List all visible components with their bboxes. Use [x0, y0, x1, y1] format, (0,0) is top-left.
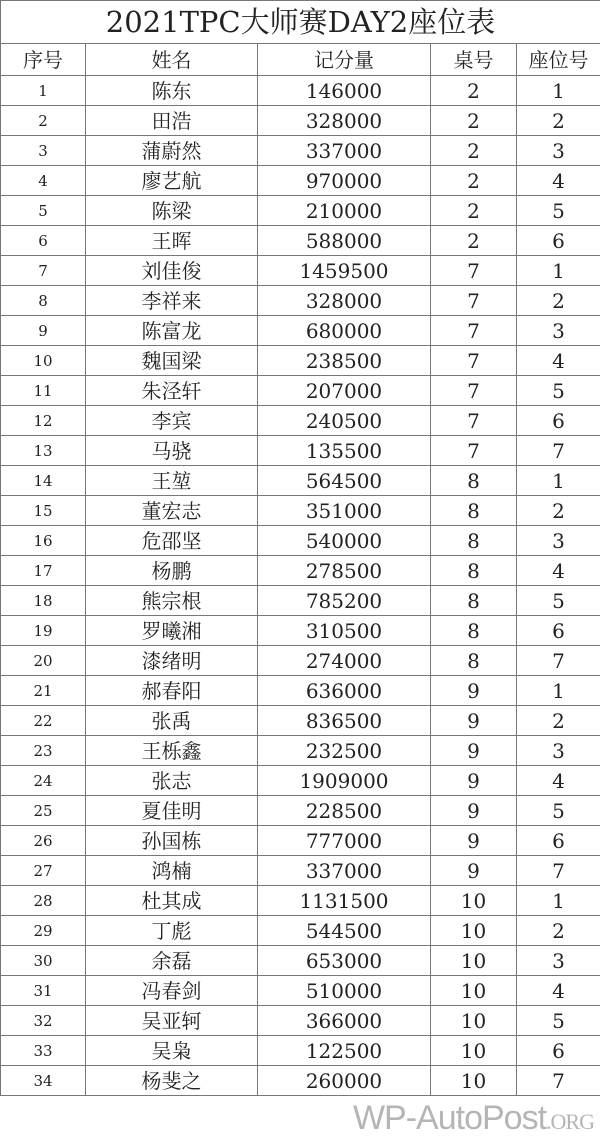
cell-index: 2: [1, 106, 86, 136]
cell-index: 14: [1, 466, 86, 496]
cell-chips: 328000: [258, 286, 431, 316]
cell-name: 王晖: [86, 226, 258, 256]
watermark-suffix: .ORG: [546, 1109, 594, 1134]
table-row: [1, 796, 600, 826]
cell-index: 28: [1, 886, 86, 916]
cell-index: 17: [1, 556, 86, 586]
cell-seat-no: 6: [517, 226, 600, 256]
table-row: [1, 916, 600, 946]
cell-seat-no: 2: [517, 106, 600, 136]
cell-chips: 238500: [258, 346, 431, 376]
cell-chips: 564500: [258, 466, 431, 496]
cell-table-no: 9: [431, 676, 517, 706]
header-index: 序号: [1, 44, 86, 76]
cell-index: 19: [1, 616, 86, 646]
cell-chips: 337000: [258, 856, 431, 886]
table-row: [1, 316, 600, 346]
cell-seat-no: 1: [517, 76, 600, 106]
cell-index: 3: [1, 136, 86, 166]
cell-table-no: 10: [431, 916, 517, 946]
cell-seat-no: 2: [517, 706, 600, 736]
cell-seat-no: 4: [517, 976, 600, 1006]
cell-index: 33: [1, 1036, 86, 1066]
cell-index: 31: [1, 976, 86, 1006]
cell-chips: 777000: [258, 826, 431, 856]
cell-table-no: 10: [431, 1036, 517, 1066]
cell-index: 7: [1, 256, 86, 286]
cell-seat-no: 7: [517, 856, 600, 886]
cell-chips: 1459500: [258, 256, 431, 286]
cell-chips: 680000: [258, 316, 431, 346]
table-row: [1, 556, 600, 586]
cell-seat-no: 5: [517, 376, 600, 406]
header-chips: 记分量: [258, 44, 431, 76]
cell-seat-no: 4: [517, 346, 600, 376]
cell-seat-no: 2: [517, 496, 600, 526]
cell-table-no: 7: [431, 436, 517, 466]
cell-name: 孙国栋: [86, 826, 258, 856]
table-row: [1, 436, 600, 466]
title-row: [1, 1, 600, 44]
cell-table-no: 10: [431, 1006, 517, 1036]
cell-name: 杨斐之: [86, 1066, 258, 1096]
cell-table-no: 7: [431, 256, 517, 286]
cell-seat-no: 3: [517, 526, 600, 556]
cell-chips: 1131500: [258, 886, 431, 916]
table-row: [1, 226, 600, 256]
cell-seat-no: 6: [517, 406, 600, 436]
cell-name: 鸿楠: [86, 856, 258, 886]
watermark: [353, 1099, 594, 1141]
header-table-no: 桌号: [431, 44, 517, 76]
cell-table-no: 2: [431, 76, 517, 106]
cell-seat-no: 1: [517, 886, 600, 916]
cell-index: 10: [1, 346, 86, 376]
cell-seat-no: 4: [517, 166, 600, 196]
cell-table-no: 10: [431, 886, 517, 916]
cell-index: 9: [1, 316, 86, 346]
cell-seat-no: 1: [517, 466, 600, 496]
table-row: [1, 1066, 600, 1096]
table-row: [1, 256, 600, 286]
cell-name: 蒲蔚然: [86, 136, 258, 166]
cell-name: 杜其成: [86, 886, 258, 916]
cell-table-no: 10: [431, 1066, 517, 1096]
table-row: [1, 376, 600, 406]
cell-table-no: 9: [431, 736, 517, 766]
cell-name: 吴枭: [86, 1036, 258, 1066]
cell-table-no: 8: [431, 586, 517, 616]
table-row: [1, 1036, 600, 1066]
cell-name: 王堃: [86, 466, 258, 496]
cell-chips: 135500: [258, 436, 431, 466]
cell-name: 余磊: [86, 946, 258, 976]
cell-seat-no: 3: [517, 316, 600, 346]
cell-table-no: 2: [431, 106, 517, 136]
cell-seat-no: 4: [517, 766, 600, 796]
cell-name: 陈梁: [86, 196, 258, 226]
cell-table-no: 8: [431, 526, 517, 556]
cell-name: 吴亚轲: [86, 1006, 258, 1036]
header-name: 姓名: [86, 44, 258, 76]
cell-chips: 146000: [258, 76, 431, 106]
header-seat-no: 座位号: [517, 44, 600, 76]
cell-chips: 228500: [258, 796, 431, 826]
cell-index: 21: [1, 676, 86, 706]
cell-table-no: 9: [431, 826, 517, 856]
cell-index: 12: [1, 406, 86, 436]
cell-seat-no: 5: [517, 796, 600, 826]
table-row: [1, 766, 600, 796]
cell-name: 陈东: [86, 76, 258, 106]
cell-name: 漆绪明: [86, 646, 258, 676]
cell-index: 18: [1, 586, 86, 616]
table-row: [1, 586, 600, 616]
cell-index: 25: [1, 796, 86, 826]
cell-index: 11: [1, 376, 86, 406]
cell-chips: 240500: [258, 406, 431, 436]
cell-name: 李祥来: [86, 286, 258, 316]
cell-index: 8: [1, 286, 86, 316]
cell-chips: 337000: [258, 136, 431, 166]
cell-table-no: 9: [431, 796, 517, 826]
cell-seat-no: 1: [517, 256, 600, 286]
cell-chips: 328000: [258, 106, 431, 136]
table-row: [1, 196, 600, 226]
cell-seat-no: 1: [517, 676, 600, 706]
cell-name: 危邵坚: [86, 526, 258, 556]
cell-index: 13: [1, 436, 86, 466]
cell-name: 朱泾轩: [86, 376, 258, 406]
table-row: [1, 976, 600, 1006]
cell-index: 4: [1, 166, 86, 196]
table-row: [1, 166, 600, 196]
table-row: [1, 136, 600, 166]
cell-name: 张禹: [86, 706, 258, 736]
cell-index: 32: [1, 1006, 86, 1036]
cell-name: 冯春剑: [86, 976, 258, 1006]
cell-index: 16: [1, 526, 86, 556]
cell-seat-no: 5: [517, 1006, 600, 1036]
cell-chips: 1909000: [258, 766, 431, 796]
cell-table-no: 8: [431, 646, 517, 676]
cell-table-no: 8: [431, 556, 517, 586]
cell-name: 田浩: [86, 106, 258, 136]
cell-index: 5: [1, 196, 86, 226]
cell-chips: 510000: [258, 976, 431, 1006]
cell-seat-no: 2: [517, 916, 600, 946]
cell-chips: 785200: [258, 586, 431, 616]
cell-table-no: 2: [431, 196, 517, 226]
cell-table-no: 8: [431, 466, 517, 496]
table-row: [1, 946, 600, 976]
cell-table-no: 2: [431, 226, 517, 256]
table-row: [1, 466, 600, 496]
cell-name: 董宏志: [86, 496, 258, 526]
cell-seat-no: 7: [517, 1066, 600, 1096]
cell-index: 22: [1, 706, 86, 736]
cell-seat-no: 2: [517, 286, 600, 316]
cell-table-no: 9: [431, 706, 517, 736]
cell-index: 23: [1, 736, 86, 766]
cell-chips: 588000: [258, 226, 431, 256]
table-row: [1, 1006, 600, 1036]
cell-index: 26: [1, 826, 86, 856]
cell-chips: 636000: [258, 676, 431, 706]
cell-name: 丁彪: [86, 916, 258, 946]
table-row: [1, 646, 600, 676]
cell-chips: 278500: [258, 556, 431, 586]
cell-chips: 210000: [258, 196, 431, 226]
cell-seat-no: 3: [517, 136, 600, 166]
cell-name: 刘佳俊: [86, 256, 258, 286]
cell-name: 陈富龙: [86, 316, 258, 346]
cell-table-no: 10: [431, 976, 517, 1006]
cell-index: 24: [1, 766, 86, 796]
cell-name: 李宾: [86, 406, 258, 436]
table-row: [1, 286, 600, 316]
cell-name: 廖艺航: [86, 166, 258, 196]
cell-name: 张志: [86, 766, 258, 796]
cell-name: 郝春阳: [86, 676, 258, 706]
cell-seat-no: 5: [517, 586, 600, 616]
header-row: [1, 44, 600, 76]
cell-index: 15: [1, 496, 86, 526]
table-row: [1, 496, 600, 526]
cell-chips: 366000: [258, 1006, 431, 1036]
cell-seat-no: 3: [517, 736, 600, 766]
watermark-main: WP-AutoPost: [353, 1099, 546, 1137]
cell-name: 魏国梁: [86, 346, 258, 376]
table-row: [1, 106, 600, 136]
cell-table-no: 9: [431, 766, 517, 796]
cell-table-no: 8: [431, 616, 517, 646]
cell-seat-no: 7: [517, 436, 600, 466]
cell-index: 20: [1, 646, 86, 676]
cell-table-no: 10: [431, 946, 517, 976]
table-row: [1, 856, 600, 886]
cell-name: 杨鹏: [86, 556, 258, 586]
table-row: [1, 76, 600, 106]
cell-index: 1: [1, 76, 86, 106]
cell-index: 29: [1, 916, 86, 946]
cell-table-no: 7: [431, 346, 517, 376]
table-row: [1, 616, 600, 646]
cell-name: 夏佳明: [86, 796, 258, 826]
table-title: 2021TPC大师赛DAY2座位表: [1, 1, 600, 44]
table-row: [1, 346, 600, 376]
cell-seat-no: 6: [517, 1036, 600, 1066]
cell-chips: 351000: [258, 496, 431, 526]
table-row: [1, 826, 600, 856]
table-row: [1, 406, 600, 436]
cell-table-no: 2: [431, 166, 517, 196]
cell-table-no: 7: [431, 286, 517, 316]
cell-name: 熊宗根: [86, 586, 258, 616]
cell-index: 6: [1, 226, 86, 256]
cell-chips: 232500: [258, 736, 431, 766]
table-row: [1, 706, 600, 736]
cell-chips: 836500: [258, 706, 431, 736]
cell-chips: 540000: [258, 526, 431, 556]
table-row: [1, 526, 600, 556]
cell-chips: 544500: [258, 916, 431, 946]
cell-chips: 207000: [258, 376, 431, 406]
cell-table-no: 8: [431, 496, 517, 526]
cell-chips: 653000: [258, 946, 431, 976]
cell-chips: 274000: [258, 646, 431, 676]
cell-seat-no: 6: [517, 616, 600, 646]
cell-chips: 260000: [258, 1066, 431, 1096]
cell-index: 34: [1, 1066, 86, 1096]
cell-table-no: 2: [431, 136, 517, 166]
cell-name: 罗曦湘: [86, 616, 258, 646]
cell-seat-no: 4: [517, 556, 600, 586]
cell-name: 马骁: [86, 436, 258, 466]
cell-seat-no: 7: [517, 646, 600, 676]
table-row: [1, 676, 600, 706]
cell-seat-no: 3: [517, 946, 600, 976]
cell-chips: 310500: [258, 616, 431, 646]
cell-seat-no: 6: [517, 826, 600, 856]
cell-chips: 970000: [258, 166, 431, 196]
cell-table-no: 7: [431, 406, 517, 436]
cell-index: 27: [1, 856, 86, 886]
cell-seat-no: 5: [517, 196, 600, 226]
cell-name: 王栎鑫: [86, 736, 258, 766]
cell-table-no: 7: [431, 376, 517, 406]
table-row: [1, 886, 600, 916]
cell-chips: 122500: [258, 1036, 431, 1066]
cell-table-no: 7: [431, 316, 517, 346]
cell-table-no: 9: [431, 856, 517, 886]
table-row: [1, 736, 600, 766]
cell-index: 30: [1, 946, 86, 976]
